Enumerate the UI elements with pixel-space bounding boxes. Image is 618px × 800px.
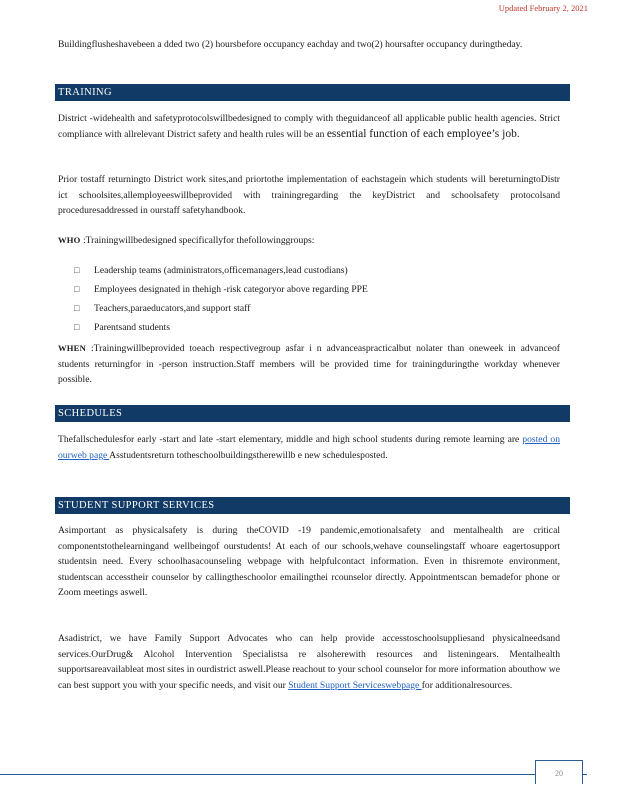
footer-rule bbox=[0, 774, 535, 775]
section-heading-schedules: SCHEDULES bbox=[55, 405, 570, 422]
list-item bbox=[74, 318, 368, 337]
checkbox-bullet-icon: □ bbox=[74, 322, 80, 332]
checkbox-bullet-icon: □ bbox=[74, 284, 80, 294]
training-paragraph-1 bbox=[58, 111, 560, 142]
list-item bbox=[74, 261, 368, 280]
list-item-label: Parentsand students bbox=[94, 322, 170, 333]
section-heading-training: TRAINING bbox=[55, 84, 570, 101]
who-paragraph bbox=[58, 233, 560, 249]
student-support-paragraph-1: Asimportant as physicalsafety is during theCOVID -19 pandemic,emotionalsafety and mentalhealth are critical componentstothelearningand wellbeingof ourstudents! At each of our schools,wehave counselingstaff whoare eagertosupport studentsin need. Every schoolhasacounseling webpage with helpfulcontact information. Even in thisremote environment, studentscan accesstheir counselor by callingtheschoolor emailingthei rcounselor directly. Appointmentscan bemadefor phone or Zoom meetings aswell. bbox=[58, 525, 560, 598]
who-label: WHO bbox=[58, 235, 81, 245]
when-paragraph bbox=[58, 341, 560, 388]
page-number: 20 bbox=[535, 760, 583, 784]
checkbox-bullet-icon: □ bbox=[74, 303, 80, 313]
student-support-text-after: for additionalresources. bbox=[421, 679, 513, 691]
training-paragraph-1-emphasis: essential function of each employee’s job. bbox=[326, 127, 520, 140]
list-item-label: Employees designated in thehigh -risk categoryor above regarding PPE bbox=[94, 284, 368, 295]
list-item-label: Teachers,paraeducators,and support staff bbox=[94, 303, 251, 314]
intro-paragraph: Buildingflusheshavebeen a dded two (2) hoursbefore occupancy eachday and two(2) hoursafter occupancy duringtheday. bbox=[58, 39, 523, 50]
section-heading-student-support: STUDENT SUPPORT SERVICES bbox=[55, 497, 570, 514]
student-support-text: Asadistrict, we have Family Support Advocates who can help provide accesstoschoolsuppliesand physicalneedsand services.OurDrug& Alcohol Intervention Specialistsa re alsoherewith resources and listeningears. Mentalhealth supportsareavailableat most sites in ourdistrict aswell.Please reachout to your school counselor for more information abouthow we can best support you with your specific needs, and visit our bbox=[58, 633, 560, 691]
who-text: :Trainingwillbedesigned specificallyfor thefollowinggroups: bbox=[80, 235, 315, 246]
updated-date: Updated February 2, 2021 bbox=[498, 3, 588, 13]
student-support-webpage-link[interactable]: Student Support Serviceswebpage bbox=[288, 679, 422, 691]
list-item bbox=[74, 299, 368, 318]
when-label: WHEN bbox=[58, 343, 87, 353]
training-groups-list bbox=[74, 261, 368, 337]
schedules-web-page-link[interactable]: posted on ourweb page bbox=[58, 434, 560, 461]
student-support-paragraph-2 bbox=[58, 631, 560, 693]
checkbox-bullet-icon: □ bbox=[74, 265, 80, 275]
schedules-paragraph bbox=[58, 432, 560, 463]
footer-rule-end bbox=[583, 774, 587, 775]
training-paragraph-2: Prior tostaff returningto District work sites,and priortothe implementation of eachstagein which students will bereturningtoDistr ict schoolsites,allemployeeswillbeprovided with trainingregarding the keyDistrict and schoolsafety protocolsand proceduresaddressed in ourstaff safetyhandbook. bbox=[58, 174, 560, 216]
when-text: :Trainingwillbeprovided toeach respectivegroup asfar i n advanceaspracticalbut nolater than oneweek in advanceof students returningfor in -person instruction.Staff members will be provided time for trainingduringthe workday whenever possible. bbox=[58, 343, 560, 385]
list-item-label: Leadership teams (administrators,officemanagers,lead custodians) bbox=[94, 265, 348, 276]
schedules-text-after: Asstudentsreturn totheschoolbuildingstherewillb e new schedulesposted. bbox=[109, 449, 388, 461]
schedules-text: Thefallschedulesfor early -start and late -start elementary, middle and high school students during remote learning are bbox=[58, 434, 523, 445]
training-paragraph-1-text: District -widehealth and safetyprotocolswillbedesigned to comply with theguidanceof all applicable public health agencies. Strict compliance with allrelevant District safety and health rules will be an bbox=[58, 113, 560, 140]
list-item bbox=[74, 280, 368, 299]
